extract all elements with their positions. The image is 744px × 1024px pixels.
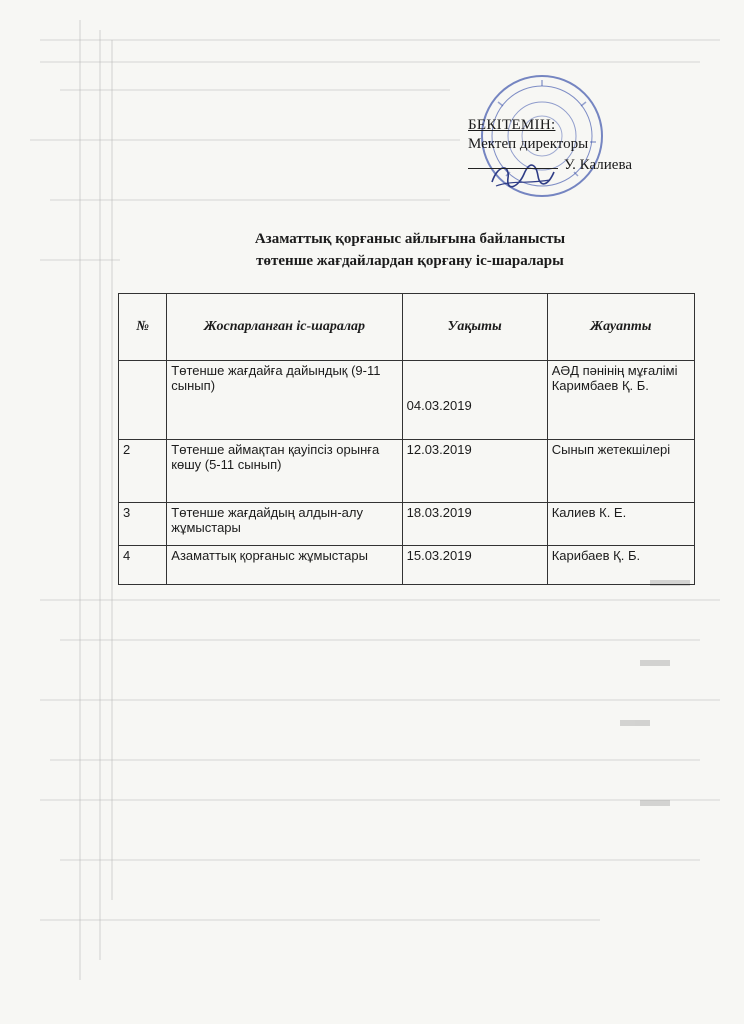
table-row xyxy=(119,361,695,440)
row-responsible: Сынып жетекшілері xyxy=(547,440,694,503)
director-name: У. Калиева xyxy=(564,157,632,173)
header-date: Уақыты xyxy=(402,294,547,361)
table-header-row xyxy=(119,294,695,361)
row-number: 2 xyxy=(119,440,167,503)
header-responsible: Жауапты xyxy=(547,294,694,361)
row-number xyxy=(119,361,167,440)
row-event: Төтенше жағдайдың алдын-алу жұмыстары xyxy=(167,503,402,546)
row-number: 4 xyxy=(119,546,167,585)
table-row xyxy=(119,546,695,585)
approval-block xyxy=(468,116,698,175)
row-responsible: Калиев К. Е. xyxy=(547,503,694,546)
header-planned-events: Жоспарланған іс-шаралар xyxy=(167,294,402,361)
row-responsible: АӘД пәнінің мұғалімі Каримбаев Қ. Б. xyxy=(547,361,694,440)
row-responsible: Карибаев Қ. Б. xyxy=(547,546,694,585)
approval-title: БЕКІТЕМІН: xyxy=(468,117,556,133)
row-event: Төтенше жағдайға дайындық (9-11 сынып) xyxy=(167,361,402,440)
approval-position: Мектеп директоры xyxy=(468,136,589,152)
document-title-line-2: төтенше жағдайлардан қорғану іс-шаралары xyxy=(256,253,564,269)
row-number: 3 xyxy=(119,503,167,546)
row-event: Азаматтық қорғаныс жұмыстары xyxy=(167,546,402,585)
signature-underline xyxy=(468,154,558,169)
signature-line xyxy=(468,154,698,175)
table-row xyxy=(119,440,695,503)
row-date: 15.03.2019 xyxy=(402,546,547,585)
document-title xyxy=(120,228,700,272)
activities-table xyxy=(118,293,695,585)
row-date: 04.03.2019 xyxy=(402,361,547,440)
row-date: 18.03.2019 xyxy=(402,503,547,546)
header-number: № xyxy=(119,294,167,361)
table-row xyxy=(119,503,695,546)
row-event: Төтенше аймақтан қауіпсіз орынға көшу (5-11 сынып) xyxy=(167,440,402,503)
row-date: 12.03.2019 xyxy=(402,440,547,503)
document-title-line-1: Азаматтық қорғаныс айлығына байланысты xyxy=(254,231,566,247)
